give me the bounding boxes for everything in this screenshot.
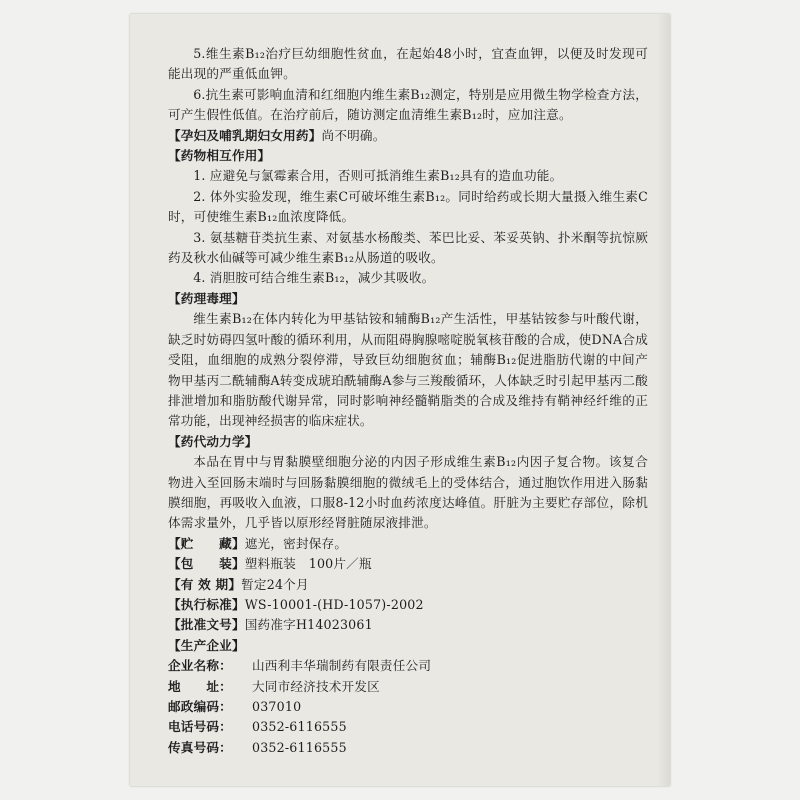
info-standard: [168, 595, 648, 615]
section-header-pregnancy: 【孕妇及哺乳期妇女用药】: [168, 127, 322, 143]
interaction-item-3: 3. 氨基糖苷类抗生素、对氨基水杨酸类、苯巴比妥、苯妥英钠、扑米酮等抗惊厥药及秋水仙碱等可减少维生素B₁₂从肠道的吸收。: [168, 229, 648, 266]
info-value: 暂定24个月: [241, 576, 309, 592]
info-key: 【贮 藏】: [168, 535, 245, 551]
manufacturer-key: 传真号码：: [168, 739, 232, 755]
interaction-item-4: 4. 消胆胺可结合维生素B₁₂，减少其吸收。: [193, 270, 435, 286]
info-key: 【包 装】: [168, 556, 245, 572]
manufacturer-name: [168, 656, 648, 676]
manufacturer-key: 电话号码：: [168, 719, 232, 735]
manufacturer-postcode: [168, 697, 648, 717]
leaflet-text: [168, 44, 648, 758]
section-pregnancy: [168, 126, 648, 146]
pharmacokinetics-text: 本品在胃中与胃黏膜壁细胞分泌的内因子形成维生素B₁₂内因子复合物。该复合物进入至回肠末端时与回肠黏膜细胞的微绒毛上的受体结合，通过胞饮作用进入肠黏膜细胞，再吸收入血液，口服8-12小时血药浓度达峰值。肝脏为主要贮存部位，除机体需求量外，几乎皆以原形经肾脏随尿液排泄。: [168, 454, 648, 531]
pharmacology-text: 维生素B₁₂在体内转化为甲基钴铵和辅酶B₁₂产生活性，甲基钴铵参与叶酸代谢，缺乏时妨碍四氢叶酸的循环利用，从而阻碍胸腺嘧啶脱氧核苷酸的合成，使DNA合成受阻，血细胞的成熟分裂停滞，导致巨幼细胞贫血；辅酶B₁₂促进脂肪代谢的中间产物甲基丙二酰辅酶A转变成琥珀酰辅酶A参与三羧酸循环，人体缺乏时引起甲基丙二酸排泄增加和脂肪酸代谢异常，同时影响神经髓鞘脂类的合成及维持有鞘神经纤维的正常功能，出现神经损害的临床症状。: [168, 311, 648, 429]
section-header-interactions: 【药物相互作用】: [168, 148, 271, 164]
manufacturer-address: [168, 677, 648, 697]
pregnancy-text: 尚不明确。: [321, 127, 386, 143]
info-expiry: [168, 575, 648, 595]
manufacturer-value: 山西利丰华瑞制药有限责任公司: [252, 658, 432, 674]
manufacturer-value: 0352-6116555: [252, 739, 347, 755]
manufacturer-value: 037010: [252, 699, 302, 714]
interaction-item-1: 1. 应避免与氯霉素合用，否则可抵消维生素B₁₂具有的造血功能。: [193, 168, 563, 184]
manufacturer-fax: [168, 738, 648, 758]
info-package: [168, 554, 648, 574]
interaction-item-2: 2. 体外实验发现，维生素C可破坏维生素B₁₂。同时给药或长期大量摄入维生素C时，可使维生素B₁₂血浓度降低。: [168, 188, 648, 225]
info-key: 【批准文号】: [168, 617, 245, 633]
info-value: WS-10001-(HD-1057)-2002: [244, 596, 424, 612]
manufacturer-value: 0352-6116555: [252, 719, 347, 735]
info-value: 国药准字H14023061: [244, 617, 373, 633]
manufacturer-phone: [168, 717, 648, 737]
section-header-pharmacology: 【药理毒理】: [168, 290, 245, 306]
manufacturer-key: 邮政编码：: [168, 699, 232, 714]
info-key: 【有 效 期】: [168, 576, 242, 592]
paragraph-precaution-5: 5.维生素B₁₂治疗巨幼细胞性贫血，在起始48小时，宜查血钾，以便及时发现可能出现的严重低血钾。: [168, 46, 648, 82]
info-manufacturer-header: [168, 636, 648, 656]
info-storage: [168, 534, 648, 554]
info-key: 【生产企业】: [168, 637, 245, 653]
manufacturer-value: 大同市经济技术开发区: [252, 678, 380, 694]
manufacturer-key: 企业名称：: [168, 658, 232, 674]
info-value: 塑料瓶装 100片／瓶: [244, 556, 372, 572]
info-key: 【执行标准】: [168, 596, 245, 612]
section-header-pharmacokinetics: 【药代动力学】: [168, 433, 258, 449]
manufacturer-key: 地 址：: [168, 678, 232, 694]
info-approval: [168, 615, 648, 635]
paragraph-precaution-6: 6.抗生素可影响血清和红细胞内维生素B₁₂测定，特别是应用微生物学检查方法，可产生假性低值。在治疗前后，随访测定血清维生素B₁₂时，应加注意。: [168, 86, 648, 123]
info-value: 遮光，密封保存。: [244, 535, 348, 551]
